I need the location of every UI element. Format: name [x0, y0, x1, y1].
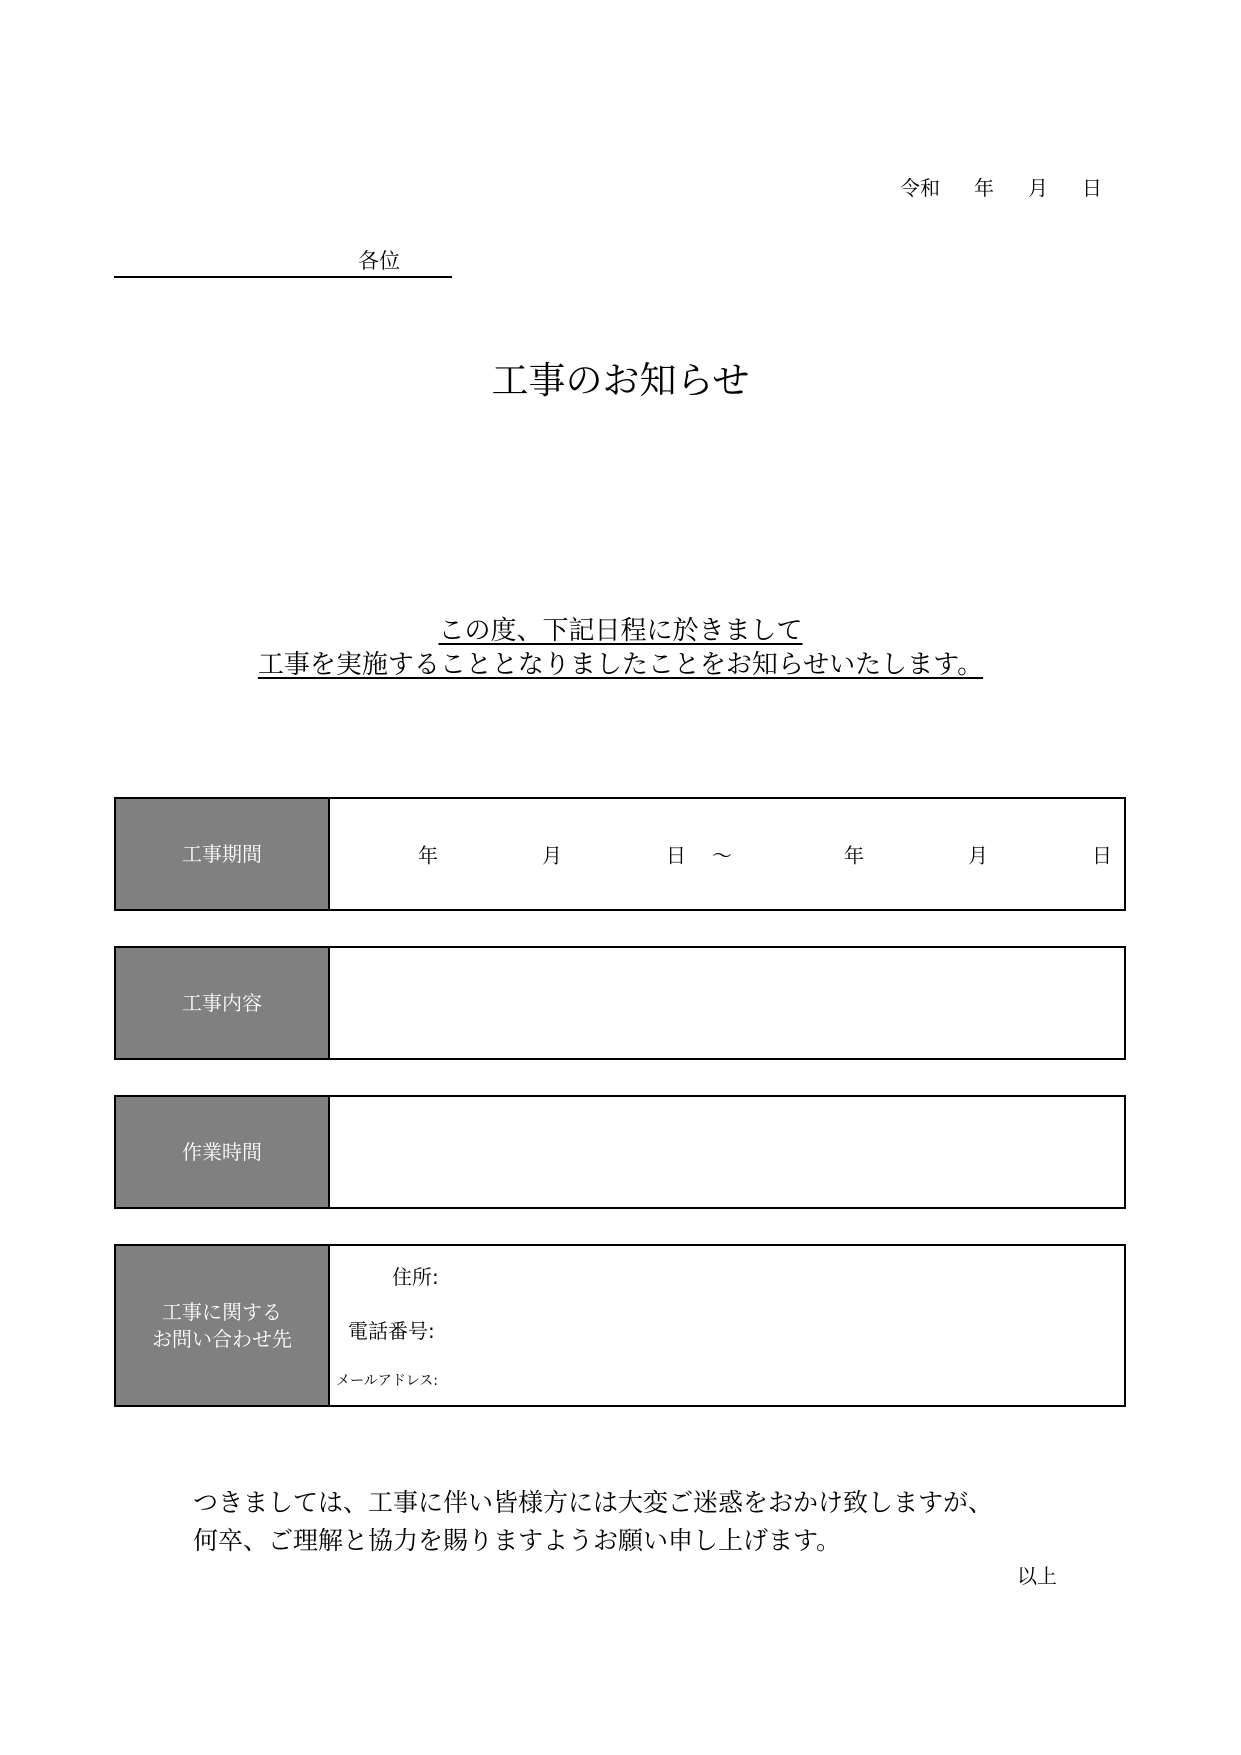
period-end-day: 日	[1092, 843, 1112, 868]
date-day: 日	[1082, 176, 1102, 200]
date-header	[900, 172, 1110, 201]
intro-text	[0, 614, 1241, 682]
intro-line-1: この度、下記日程に於きまして	[438, 616, 803, 646]
date-era: 令和	[900, 176, 940, 200]
period-end-month: 月	[968, 843, 988, 868]
end-mark: 以上	[1017, 1564, 1057, 1588]
content-section	[114, 946, 1126, 1060]
contact-address-label: 住所:	[392, 1265, 439, 1289]
contact-label	[116, 1246, 330, 1405]
contact-section	[114, 1244, 1126, 1407]
contact-email-label: メールアドレス:	[336, 1373, 439, 1389]
hours-label: 作業時間	[116, 1097, 330, 1207]
date-year: 年	[974, 176, 994, 200]
period-start-year: 年	[418, 843, 438, 868]
hours-section	[114, 1095, 1126, 1209]
closing-line-2: 何卒、ご理解と協力を賜りますようお願い申し上げます。	[193, 1526, 842, 1555]
period-tilde: ～	[712, 843, 732, 868]
recipient: 各位	[358, 249, 400, 273]
contact-label-line-1: 工事に関する	[162, 1299, 282, 1324]
period-end-year: 年	[844, 843, 864, 868]
intro-line-2: 工事を実施することとなりましたことをお知らせいたします。	[257, 650, 984, 680]
contact-value	[330, 1246, 1124, 1405]
contact-phone-label: 電話番号:	[348, 1319, 435, 1343]
date-month: 月	[1028, 176, 1048, 200]
contact-label-line-2: お問い合わせ先	[152, 1326, 292, 1351]
period-start-day: 日	[666, 843, 686, 868]
hours-value	[330, 1097, 1124, 1207]
recipient-underline	[114, 276, 452, 278]
closing-text	[193, 1484, 993, 1560]
page-title: 工事のお知らせ	[491, 359, 750, 402]
content-label: 工事内容	[116, 948, 330, 1058]
period-value	[330, 799, 1124, 909]
period-label: 工事期間	[116, 799, 330, 909]
period-section	[114, 797, 1126, 911]
closing-line-1: つきましては、工事に伴い皆様方には大変ご迷惑をおかけ致しますが、	[193, 1488, 994, 1517]
period-start-month: 月	[542, 843, 562, 868]
content-value	[330, 948, 1124, 1058]
